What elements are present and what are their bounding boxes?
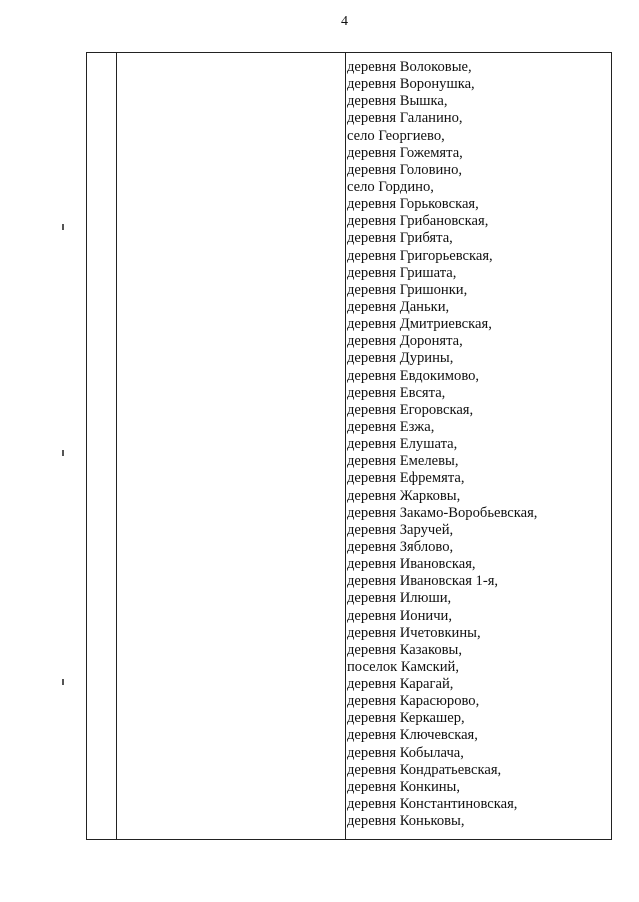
settlement-item: деревня Езжа, — [347, 418, 435, 435]
settlement-item: деревня Вышка, — [347, 93, 448, 110]
settlement-item: деревня Галанино, — [347, 110, 463, 127]
settlement-item: село Георгиево, — [347, 127, 445, 144]
settlement-item: деревня Дмитриевская, — [347, 316, 492, 333]
settlement-item: деревня Горьковская, — [347, 196, 479, 213]
settlement-item: деревня Карасюрово, — [347, 693, 480, 710]
settlement-item: деревня Воронушка, — [347, 76, 475, 93]
settlement-item: село Гордино, — [347, 178, 434, 195]
settlement-item: деревня Емелевы, — [347, 453, 459, 470]
settlement-item: деревня Дурины, — [347, 350, 454, 367]
settlement-item: деревня Евдокимово, — [347, 367, 480, 384]
margin-mark — [62, 679, 64, 685]
settlement-item: деревня Константиновская, — [347, 796, 518, 813]
settlement-item: деревня Керкашер, — [347, 710, 465, 727]
settlement-item: деревня Грибята, — [347, 230, 453, 247]
settlement-item: деревня Кондратьевская, — [347, 761, 502, 778]
settlement-item: деревня Кобылача, — [347, 744, 464, 761]
settlement-item: деревня Ефремята, — [347, 470, 465, 487]
settlement-item: деревня Евсята, — [347, 384, 446, 401]
settlement-item: деревня Даньки, — [347, 298, 450, 315]
settlement-item: деревня Доронята, — [347, 333, 463, 350]
settlement-item: деревня Григорьевская, — [347, 247, 493, 264]
settlement-item: деревня Гришата, — [347, 264, 457, 281]
settlement-item: деревня Елушата, — [347, 436, 458, 453]
table-column-divider-1 — [116, 53, 117, 839]
settlement-item: деревня Грибановская, — [347, 213, 489, 230]
settlement-item: деревня Коньковы, — [347, 813, 465, 830]
settlement-item: поселок Камский, — [347, 658, 460, 675]
settlement-item: деревня Ичетовкины, — [347, 624, 481, 641]
page-number: 4 — [341, 14, 348, 29]
settlement-item: деревня Илюши, — [347, 590, 452, 607]
margin-mark — [62, 450, 64, 456]
settlement-item: деревня Ионичи, — [347, 607, 452, 624]
table-column-divider-2 — [345, 53, 346, 839]
settlement-item: деревня Карагай, — [347, 676, 454, 693]
settlement-item: деревня Ключевская, — [347, 727, 478, 744]
settlement-list — [347, 59, 609, 830]
settlement-item: деревня Конкины, — [347, 778, 461, 795]
settlement-item: деревня Гришонки, — [347, 281, 468, 298]
settlement-item: деревня Ивановская 1-я, — [347, 573, 499, 590]
settlement-item: деревня Ивановская, — [347, 556, 476, 573]
settlement-item: деревня Волоковые, — [347, 59, 472, 75]
settlement-item: деревня Головино, — [347, 161, 463, 178]
settlement-item: деревня Егоровская, — [347, 401, 474, 418]
margin-mark — [62, 224, 64, 230]
settlement-item: деревня Гожемята, — [347, 144, 463, 161]
settlement-item: деревня Заручей, — [347, 521, 454, 538]
settlement-item: деревня Закамо-Воробьевская, — [347, 504, 538, 521]
settlement-item: деревня Зяблово, — [347, 538, 454, 555]
settlement-item: деревня Казаковы, — [347, 641, 462, 658]
settlement-item: деревня Жарковы, — [347, 487, 461, 504]
